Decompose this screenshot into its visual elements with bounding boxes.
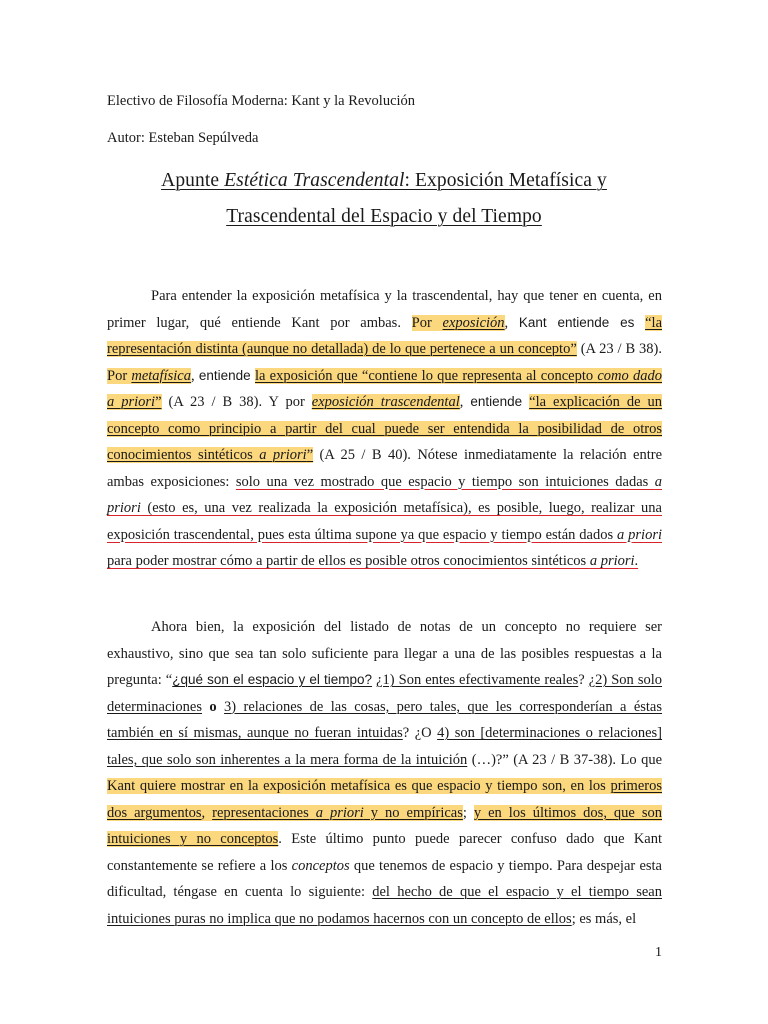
highlighted-term: exposición trascendental (311, 394, 460, 410)
page-number: 1 (655, 945, 662, 960)
highlighted-text: representaciones a priori y no empíricas (212, 804, 463, 821)
highlighted-text: y en los últimos dos, que son intuiciones y no conceptos (107, 804, 662, 847)
highlighted-text: Por metafísica (107, 367, 191, 384)
title-text-italic: Estética Trascendental (224, 170, 405, 191)
highlighted-quote: “la representación distinta (aunque no detallada) de lo que pertenece a un concepto” (107, 314, 663, 357)
title-text: Apunte (161, 170, 225, 191)
text-span: Para entender la exposición metafísica y la trascendental, hay que tener en cuenta, en primer lugar, qué entiende Kant por ambas. (107, 288, 662, 331)
title-text: Trascendental del Espacio y del Tiempo (226, 206, 542, 227)
highlighted-quote: la exposición que “contiene lo que representa al concepto como dado a priori” (107, 367, 663, 410)
document-title (0, 170, 768, 192)
author-line: Autor: Esteban Sepúlveda (107, 130, 259, 146)
paragraph-1: Para entender la exposición metafísica y la trascendental, hay que tener en cuenta, en primer lugar, qué entiende Kant por ambas. Por exposición, Kant entiende es “la representación distinta (aunque no detallada) de lo que pertenece a un concepto” (A 23 / B 38). Por metafísica, entiende la exposición que “contiene lo que representa al concepto como dado a priori” (A 23 / B 38). Y por exposición trascendental, entiende “la explicación de un concepto como principio a partir del cual puede ser entendida la posibilidad de otros conocimientos sintéticos a priori” (A 25 / B 40). Nótese inmediatamente la relación entre ambas exposiciones: solo una vez mostrado que espacio y tiempo son intuiciones dadas a priori (esto es, una vez realizada la exposición metafísica), es posible, luego, realizar una exposición trascendental, pues esta última supone ya que espacio y tiempo están dados a priori para poder mostrar cómo a partir de ellos es posible otros conocimientos sintéticos a priori. (107, 288, 663, 569)
highlighted-quote: “la explicación de un concepto como principio a partir del cual puede ser entendida la posibilidad de otros conocimientos sintéticos a priori” (107, 394, 663, 463)
highlighted-text: primeros dos argumentos (107, 778, 662, 821)
document-title-line-2 (0, 206, 768, 228)
course-title: Electivo de Filosofía Moderna: Kant y la Revolución (107, 93, 416, 109)
highlighted-text: Kant quiere mostrar en la exposición metafísica es que espacio y tiempo son, en los (107, 778, 611, 794)
paragraph-2: Ahora bien, la exposición del listado de notas de un concepto no requiere ser exhaustivo, sino que sea tan solo suficiente para llegar a una de las posibles respuestas a la pregunta: “¿qué son el espacio y el tiempo? ¿1) Son entes efectivamente reales? ¿2) Son solo determinaciones o 3) relaciones de las cosas, pero tales, que les corresponderían a éstas también en sí mismas, aunque no fueran intuidas? ¿O 4) son [determinaciones o relaciones] tales, que solo son inherentes a la mera forma de la intuición (…)?” (A 23 / B 37-38). Lo que Kant quiere mostrar en la exposición metafísica es que espacio y tiempo son, en los primeros dos argumentos, representaciones a priori y no empíricas; y en los últimos dos, que son intuiciones y no conceptos. Este último punto puede parecer confuso dado que Kant constantemente se refiere a los conceptos que tenemos de espacio y tiempo. Para despejar esta dificultad, téngase en cuenta lo siguiente: del hecho de que el espacio y el tiempo sean intuiciones puras no implica que no podamos hacernos con un concepto de ellos; es más, el (107, 619, 663, 927)
text-span: Ahora bien, la exposición del listado de notas de un concepto no requiere ser exhaustivo, sino que sea tan solo suficiente para llegar a una de las posibles respuestas a la pregunta: “ (107, 619, 662, 688)
highlighted-text: Por exposición (411, 314, 505, 331)
red-underlined-text: solo una vez mostrado que espacio y tiempo son intuiciones dadas a priori (esto es, una vez realizada la exposición metafísica), es posible, luego, realizar una exposición trascendental, pues esta última supone ya que espacio y tiempo están dados a priori para poder mostrar cómo a partir de ellos es posible otros conocimientos sintéticos a priori. (107, 473, 662, 569)
title-text: : Exposición Metafísica y (404, 170, 607, 191)
